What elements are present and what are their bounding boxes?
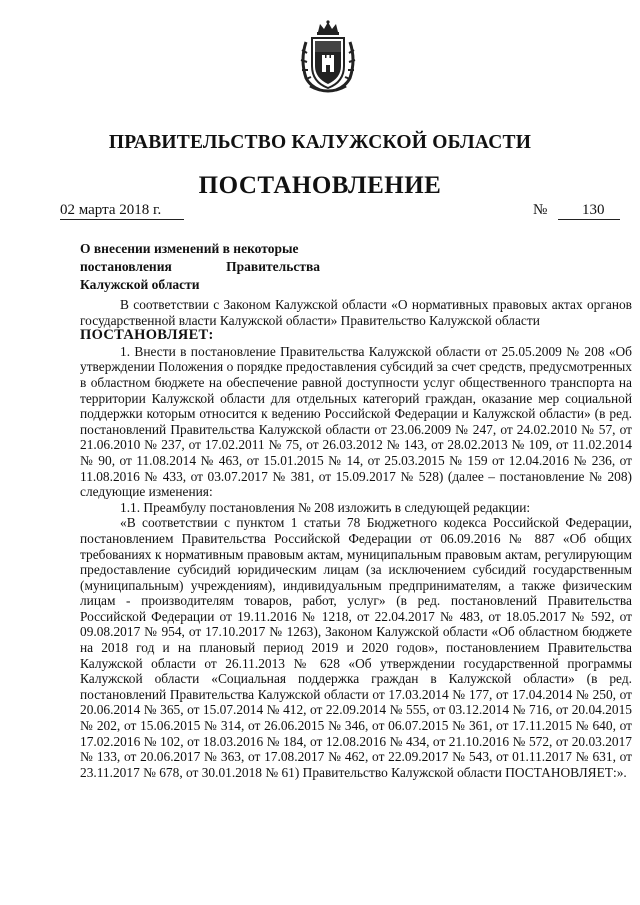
preamble-quote-paragraph: «В соответствии с пунктом 1 статьи 78 Бюджетного кодекса Российской Федерации, постановлением Правительства Российской Федерации от 06.09.2016 № 887 «Об общих требованиях к нормативным правовым актам, муниципальным правовым актам, регулирующим предоставление субсидий юридическим лицам (за исключением субсидий государственным (муниципальным) учреждениям), индивидуальным предпринимателям, а также физическим лицам - производителям товаров, работ, услуг» (в ред. постановлений Правительства Российской Федерации от 19.11.2016 № 1218, от 22.04.2017 № 483, от 18.05.2017 № 592, от 09.08.2017 № 954, от 17.10.2017 № 1263), Законом Калужской области «Об областном бюджете на 2018 год и на плановый период 2019 и 2020 годов», постановлением Правительства Калужской области от 26.11.2013 № 628 «Об утверждении государственной программы Калужской области «Социальная поддержка граждан в Калужской области» (в ред. постановлений Правительства Калужской области от 17.03.2014 № 177, от 17.04.2014 № 250, от 20.06.2014 № 365, от 15.07.2014 № 412, от 22.09.2014 № 555, от 03.12.2014 № 716, от 20.04.2015 № 202, от 15.06.2015 № 314, от 26.06.2015 № 346, от 06.07.2015 № 361, от 17.11.2015 № 640, от 17.02.2016 № 102, от 18.03.2016 № 184, от 12.08.2016 № 434, от 21.10.2016 № 572, от 20.03.2017 № 133, от 20.06.2017 № 363, от 17.08.2017 № 462, от 22.09.2017 № 543, от 01.11.2017 № 631, от 23.11.2017 № 678, от 30.01.2018 № 61) Правительство Калужской области ПОСТАНОВЛЯЕТ:». — [80, 515, 632, 780]
government-name: ПРАВИТЕЛЬСТВО КАЛУЖСКОЙ ОБЛАСТИ — [108, 132, 532, 153]
number-underline — [558, 219, 620, 220]
item-1-1-paragraph: 1.1. Преамбулу постановления № 208 изложить в следующей редакции: — [120, 499, 531, 515]
subject-line-2a: постановления — [80, 259, 172, 274]
item-1-paragraph: 1. Внести в постановление Правительства Калужской области от 25.05.2009 № 208 «Об утверждении Положения о порядке предоставления субсидий за счет средств, предусмотренных в областном бюджете на обеспечение равной доступности услуг общественного транспорта на территории Калужской области для отдельных категорий граждан, оказание мер социальной поддержки которым относится к ведению Российской Федерации и Калужской области» (в ред. постановлений Правительства Калужской области от 23.06.2009 № 247, от 24.02.2010 № 57, от 21.06.2010 № 237, от 17.02.2011 № 75, от 26.03.2012 № 143, от 28.02.2013 № 109, от 11.02.2014 № 90, от 11.08.2014 № 463, от 15.01.2015 № 14, от 25.03.2015 № 159 от 12.04.2016 № 236, от 11.08.2016 № 433, от 03.07.2017 № 381, от 15.09.2017 № 528) (далее – постановление № 208) следующие изменения: — [80, 343, 632, 500]
intro-paragraph: В соответствии с Законом Калужской области «О нормативных правовых актах органов государственной власти Калужской области» Правительство Калужской области — [80, 297, 632, 328]
kaluga-coat-of-arms-icon — [296, 20, 360, 94]
document-body — [80, 297, 632, 780]
document-date: 02 марта 2018 г. — [60, 202, 162, 218]
document-type-title: ПОСТАНОВЛЕНИЕ — [198, 172, 442, 199]
document-number: 130 — [582, 202, 605, 218]
document-subject — [80, 240, 320, 294]
subject-line-3: Калужской области — [80, 277, 200, 292]
resolves-heading: ПОСТАНОВЛЯЕТ: — [80, 327, 214, 344]
subject-line-1: О внесении изменений в некоторые — [80, 241, 299, 256]
subject-line-2b: Правительства — [226, 259, 320, 274]
date-underline — [60, 219, 184, 220]
subject-line-2 — [80, 258, 320, 276]
document-number-label: № — [533, 202, 548, 218]
